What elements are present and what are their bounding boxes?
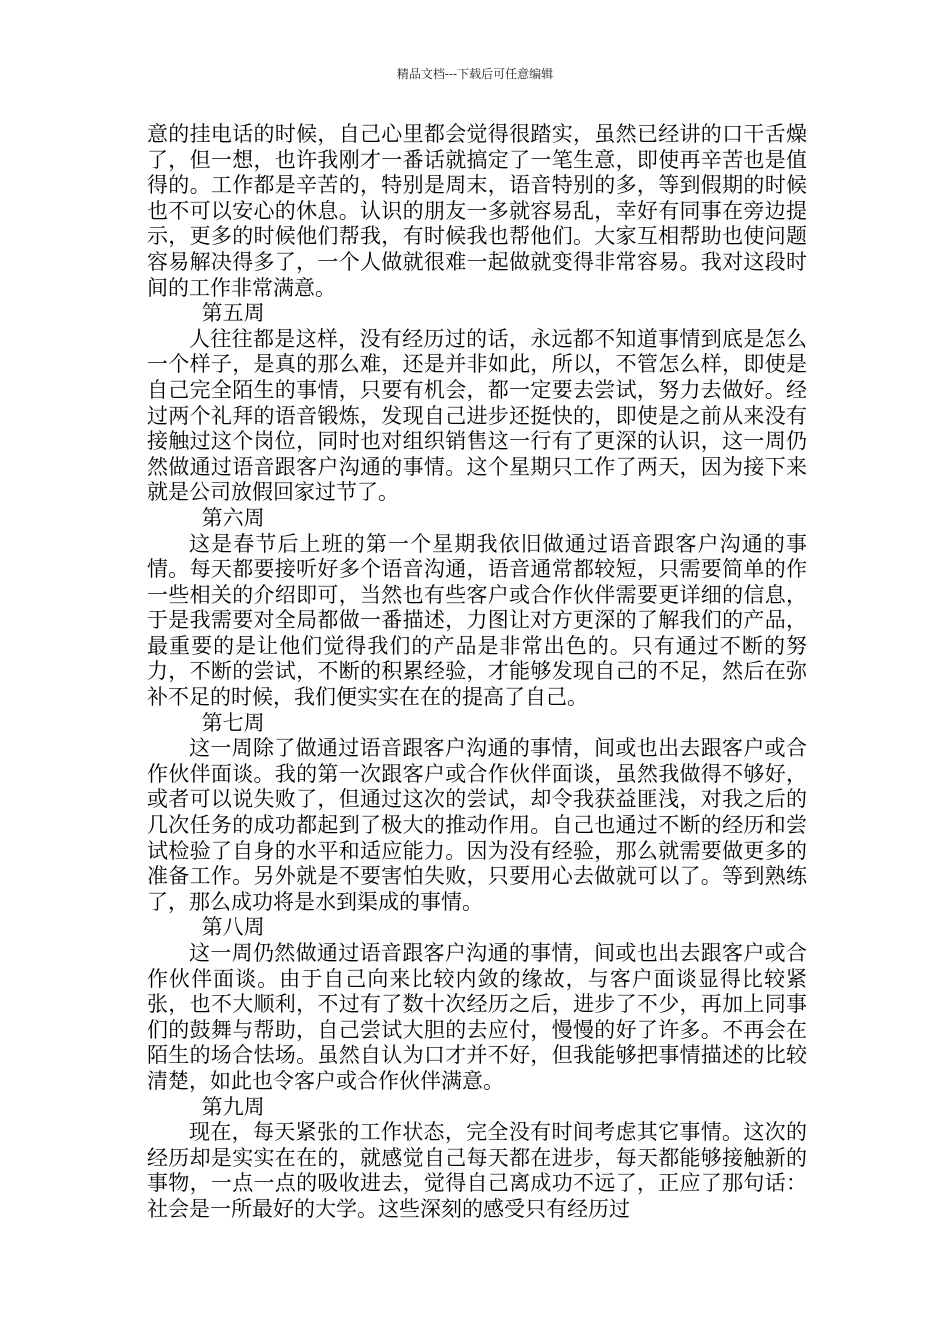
week-nine-heading: 第九周 xyxy=(201,1094,265,1119)
week-nine-paragraph: 现在，每天紧张的工作状态，完全没有时间考虑其它事情。这次的经历却是实实在在的，就感觉自己每天都在进步，每天都能够接触新的事物，一点一点的吸收进去，觉得自己离成功不远了，正应了那句话：社会是一所最好的大学。这些深刻的感受只有经历过 xyxy=(147,1120,807,1221)
week-five-paragraph: 人往往都是这样，没有经历过的话，永远都不知道事情到底是怎么一个样子，是真的那么难，还是并非如此，所以，不管怎么样，即使是自己完全陌生的事情，只要有机会，都一定要去尝试，努力去做好。经过两个礼拜的语音锻炼，发现自己进步还挺快的，即使是之前从来没有接触过这个岗位，同时也对组织销售这一行有了更深的认识，这一周仍然做通过语音跟客户沟通的事情。这个星期只工作了两天，因为接下来就是公司放假回家过节了。 xyxy=(147,326,807,505)
week-eight-heading: 第八周 xyxy=(201,915,265,940)
week-six-paragraph: 这是春节后上班的第一个星期我依旧做通过语音跟客户沟通的事情。每天都要接听好多个语音沟通，语音通常都较短，只需要简单的作一些相关的介绍即可，当然也有些客户或合作伙伴需要更详细的信息，于是我需要对全局都做一番描述，力图让对方更深的了解我们的产品，最重要的是让他们觉得我们的产品是非常出色的。只有通过不断的努力，不断的尝试，不断的积累经验，才能够发现自己的不足，然后在弥补不足的时候，我们便实实在在的提高了自己。 xyxy=(147,531,807,710)
page-header: 精品文档---下载后可任意编辑 xyxy=(396,67,554,81)
paragraph-continued: 意的挂电话的时候，自己心里都会觉得很踏实，虽然已经讲的口干舌燥了，但一想，也许我刚才一番话就搞定了一笔生意，即使再辛苦也是值得的。工作都是辛苦的，特别是周末，语音特别的多，等到假期的时候也不可以安心的休息。认识的朋友一多就容易乱，幸好有同事在旁边提示，更多的时候他们帮我，有时候我也帮他们。大家互相帮助也使问题容易解决得多了，一个人做就很难一起做就变得非常容易。我对这段时间的工作非常满意。 xyxy=(147,122,807,300)
week-seven-paragraph: 这一周除了做通过语音跟客户沟通的事情，间或也出去跟客户或合作伙伴面谈。我的第一次跟客户或合作伙伴面谈，虽然我做得不够好，或者可以说失败了，但通过这次的尝试，却令我获益匪浅，对我之后的几次任务的成功都起到了极大的推动作用。自己也通过不断的经历和尝试检验了自身的水平和适应能力。因为没有经验，那么就需要做更多的准备工作。另外就是不要害怕失败，只要用心去做就可以了。等到熟练了，那么成功将是水到渠成的事情。 xyxy=(147,736,807,914)
week-six-heading: 第六周 xyxy=(201,505,265,530)
document-body xyxy=(147,122,807,1223)
week-seven-heading: 第七周 xyxy=(201,710,265,735)
week-eight-paragraph: 这一周仍然做通过语音跟客户沟通的事情，间或也出去跟客户或合作伙伴面谈。由于自己向来比较内敛的缘故，与客户面谈显得比较紧张，也不大顺利，不过有了数十次经历之后，进步了不少，再加上同事们的鼓舞与帮助，自己尝试大胆的去应付，慢慢的好了许多。不再会在陌生的场合怯场。虽然自认为口才并不好，但我能够把事情描述的比较清楚，如此也令客户或合作伙伴满意。 xyxy=(147,941,807,1093)
week-five-heading: 第五周 xyxy=(201,301,265,326)
